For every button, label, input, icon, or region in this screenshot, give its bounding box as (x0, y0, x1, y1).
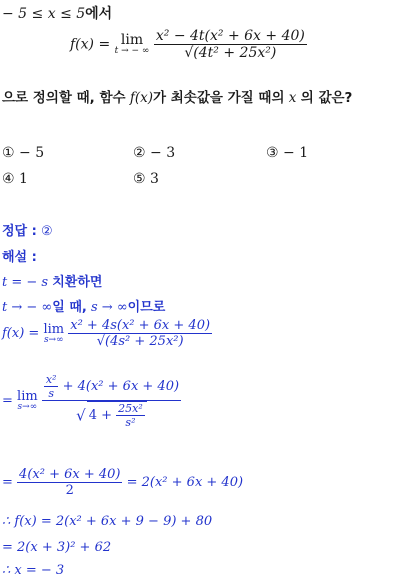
step2-lim-word: lim (17, 389, 38, 404)
step2-den-inner: 4 + (88, 408, 112, 423)
limit-text-1: 일 때, (52, 300, 87, 315)
question-text-2: 가 최솟값을 가질 때의 (153, 90, 285, 106)
step-6: ∴ x = − 3 (2, 563, 65, 578)
sqrt-icon: √ (76, 406, 86, 425)
step-3 (2, 467, 243, 498)
question-fx: f(x) (129, 90, 154, 106)
function-definition (70, 28, 307, 61)
def-lim-word: lim (120, 32, 144, 48)
step2-num-frac-num: x² (45, 373, 57, 386)
explain-label: 해설 : (2, 250, 37, 265)
def-lim-sub: t → − ∞ (114, 46, 150, 56)
answer-line (2, 220, 53, 239)
choice-1[interactable] (2, 145, 44, 161)
step3-numerator: 4(x² + 6x + 40) (19, 467, 121, 482)
step2-num-rest: + 4(x² + 6x + 40) (62, 379, 180, 394)
step2-num-frac (44, 373, 59, 400)
limit-text-2: 이므로 (127, 300, 166, 315)
step2-lhs: = (2, 393, 13, 409)
step1-numerator: x² + 4s(x² + 6x + 40) (70, 318, 211, 333)
step3-rhs: = 2(x² + 6x + 40) (126, 475, 244, 490)
step3-denominator: 2 (17, 482, 122, 498)
choice-value: 1 (19, 171, 28, 187)
step2-den-frac (116, 402, 145, 429)
step2-den-frac-num: 25x² (118, 402, 143, 415)
choice-3[interactable] (266, 145, 308, 161)
step1-lim-sub: s→∞ (43, 334, 64, 345)
condition-text: 에서 (85, 6, 113, 22)
step1-denominator: √(4s² + 25x²) (68, 333, 212, 349)
step2-limit (17, 390, 38, 412)
step-4: ∴ f(x) = 2(x² + 6x + 9 − 9) + 80 (2, 514, 213, 529)
question-text-1: 으로 정의할 때, 함수 (2, 90, 126, 106)
step2-num-frac-den: s (44, 386, 59, 400)
step3-fraction (17, 467, 122, 498)
question-text-3: 의 값은? (300, 90, 353, 106)
choice-value: − 3 (150, 145, 176, 161)
answer-label: 정답 : (2, 224, 37, 239)
choice-mark: ④ (2, 171, 15, 187)
step3-lhs: = (2, 475, 13, 490)
def-lhs: f(x) = (70, 36, 111, 53)
def-limit (115, 33, 150, 56)
def-denominator: √(4t² + 25x²) (154, 44, 307, 61)
choice-mark: ③ (266, 145, 279, 161)
limit-math-2: s → ∞ (90, 300, 128, 315)
step2-fraction (42, 373, 181, 429)
problem-condition (2, 3, 112, 23)
step1-limit (43, 323, 64, 345)
choice-mark: ② (133, 145, 146, 161)
step1-lhs: f(x) = (2, 326, 40, 341)
def-fraction (154, 28, 307, 61)
step-1 (2, 318, 212, 349)
step-2 (2, 373, 181, 429)
choice-2[interactable] (133, 145, 175, 161)
step2-den-frac-den: s² (116, 415, 145, 429)
step1-lim-word: lim (43, 321, 65, 337)
choice-value: − 1 (283, 145, 309, 161)
question-x: x (288, 90, 297, 106)
choice-mark: ⑤ (133, 171, 146, 187)
choice-4[interactable] (2, 171, 28, 187)
choice-value: − 5 (19, 145, 45, 161)
choice-mark: ① (2, 145, 15, 161)
choice-5[interactable] (133, 171, 159, 187)
choice-value: 3 (150, 171, 159, 187)
sub-text: 치환하면 (52, 275, 103, 290)
problem-question (2, 86, 352, 106)
substitution-line (2, 271, 102, 290)
def-numerator: x² − 4t(x² + 6x + 40) (155, 28, 305, 44)
step2-sqrt (87, 401, 147, 429)
answer-value: ② (40, 224, 53, 239)
limit-math-1: t → − ∞ (2, 300, 53, 315)
step2-numerator (42, 373, 181, 400)
limit-line (2, 296, 165, 315)
step1-fraction (68, 318, 212, 349)
step2-lim-sub: s→∞ (17, 402, 38, 412)
condition-math: − 5 ≤ x ≤ 5 (2, 6, 86, 22)
step2-denominator (42, 400, 181, 429)
step-5: = 2(x + 3)² + 62 (2, 540, 112, 555)
sub-math: t = − s (2, 275, 49, 290)
